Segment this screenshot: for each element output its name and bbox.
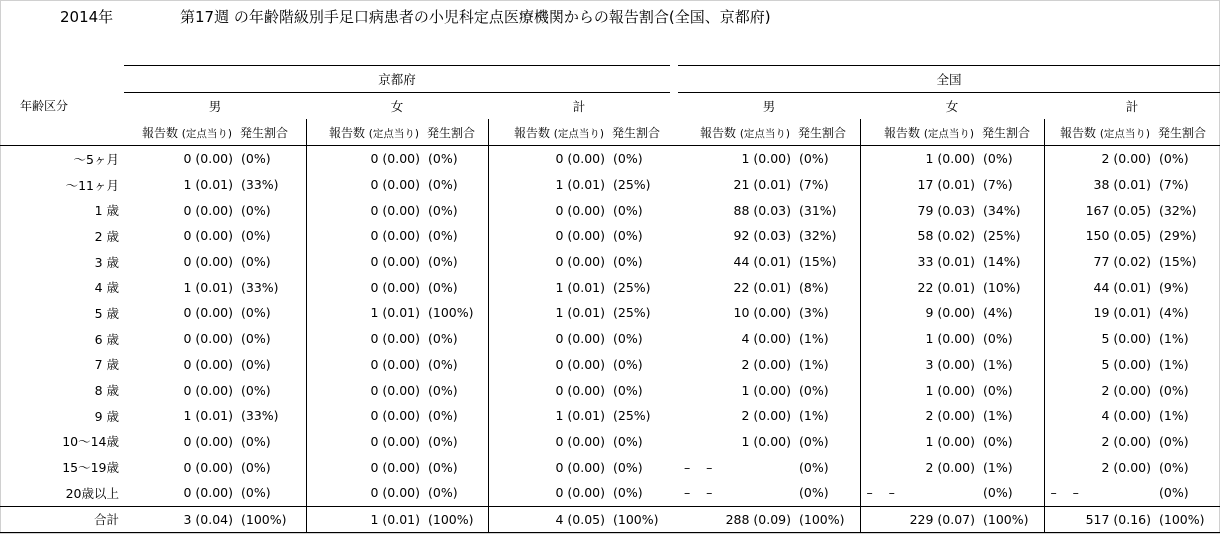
- age-label: 2 歳: [94, 228, 119, 244]
- count-cell: – –: [1044, 480, 1156, 506]
- rate-cell: (0%): [241, 305, 271, 321]
- sub-header-count-label: 報告数: [699, 125, 736, 140]
- rate-cell: (0%): [241, 228, 271, 244]
- rate-cell: (0%): [613, 459, 643, 475]
- rate-cell: (100%): [425, 506, 488, 533]
- count-cell: 0 (0.00): [183, 356, 233, 372]
- rate-cell: (25%): [613, 177, 651, 193]
- count-cell: 3 (0.00): [860, 352, 980, 378]
- count-cell: 1 (0.00): [741, 382, 792, 398]
- count-cell: 0 (0.00): [306, 352, 425, 378]
- sub-header-rate: 発生割合: [425, 119, 488, 146]
- sub-header-count-note: (定点当り): [553, 127, 604, 140]
- sub-header-count: [306, 119, 425, 146]
- age-label: 1 歳: [94, 203, 119, 219]
- count-cell: 0 (0.00): [183, 254, 233, 270]
- rate-cell: (0%): [983, 151, 1013, 167]
- count-cell: 1 (0.01): [183, 408, 233, 424]
- group-kyoto: 京都府: [124, 66, 670, 93]
- count-cell: 0 (0.00): [183, 305, 233, 321]
- table-row: [0, 454, 1220, 480]
- count-cell: 2 (0.00): [860, 454, 980, 480]
- count-cell: 0 (0.00): [488, 352, 610, 378]
- count-cell: 1 (0.00): [741, 151, 792, 167]
- sub-header-count: [1044, 119, 1156, 146]
- rate-cell: (100%): [796, 506, 860, 533]
- rate-cell: (0%): [428, 202, 458, 218]
- rate-cell: (15%): [799, 254, 837, 270]
- count-cell: 0 (0.00): [183, 151, 233, 167]
- rate-cell: (25%): [613, 279, 651, 295]
- table-row: [0, 197, 1220, 223]
- table-row: [0, 274, 1220, 300]
- count-cell: 0 (0.00): [488, 480, 610, 506]
- count-cell: 2 (0.00): [860, 403, 980, 429]
- count-cell: 1 (0.01): [306, 506, 425, 533]
- count-cell: 79 (0.03): [860, 197, 980, 223]
- count-cell: 19 (0.01): [1044, 300, 1156, 326]
- rate-cell: (100%): [980, 506, 1044, 533]
- age-label: 6 歳: [94, 331, 119, 347]
- rate-cell: (14%): [983, 254, 1021, 270]
- rate-cell: (0%): [241, 331, 271, 347]
- rate-cell: (0%): [799, 485, 829, 501]
- rate-cell: (32%): [799, 228, 837, 244]
- sub-header-count-note: (定点当り): [923, 127, 975, 140]
- sub-header-count: [860, 119, 980, 146]
- sub-header-rate: 発生割合: [796, 119, 860, 146]
- count-cell: 4 (0.05): [488, 506, 610, 533]
- count-cell: 0 (0.00): [306, 326, 425, 352]
- count-cell: 1 (0.01): [183, 177, 233, 193]
- rate-cell: (25%): [613, 408, 651, 424]
- age-label: 〜11ヶ月: [65, 177, 119, 193]
- count-cell: 1 (0.01): [488, 403, 610, 429]
- rate-cell: (0%): [799, 459, 829, 475]
- rate-cell: (0%): [428, 331, 458, 347]
- count-cell: 1 (0.01): [183, 279, 233, 295]
- count-cell: 0 (0.00): [488, 197, 610, 223]
- count-cell: 0 (0.00): [183, 433, 233, 449]
- age-label: 20歳以上: [65, 485, 119, 501]
- count-cell: 0 (0.00): [306, 429, 425, 455]
- rate-cell: (34%): [983, 202, 1021, 218]
- count-cell: 1 (0.00): [741, 433, 792, 449]
- table-row: [0, 146, 1220, 172]
- rate-cell: (0%): [241, 433, 271, 449]
- count-cell: 38 (0.01): [1044, 172, 1156, 198]
- table-row: [0, 377, 1220, 403]
- rate-cell: (7%): [799, 177, 829, 193]
- count-cell: 9 (0.00): [860, 300, 980, 326]
- rate-cell: (0%): [428, 382, 458, 398]
- table-row: [0, 352, 1220, 378]
- count-cell: 0 (0.00): [183, 459, 233, 475]
- rate-cell: (0%): [241, 485, 271, 501]
- sub-header-count-note: (定点当り): [368, 127, 419, 140]
- rate-cell: (29%): [1159, 228, 1197, 244]
- sub-header-count-label: 報告数: [141, 125, 178, 140]
- count-cell: 1 (0.01): [488, 300, 610, 326]
- rate-cell: (0%): [428, 356, 458, 372]
- table-row: [0, 300, 1220, 326]
- rate-cell: (33%): [241, 408, 279, 424]
- sub-header-count: [124, 119, 238, 146]
- count-cell: 1 (0.01): [488, 172, 610, 198]
- count-cell: 0 (0.00): [306, 403, 425, 429]
- count-cell: 2 (0.00): [741, 408, 792, 424]
- rate-cell: (0%): [428, 151, 458, 167]
- count-cell: 2 (0.00): [1044, 454, 1156, 480]
- rate-cell: (0%): [799, 433, 829, 449]
- count-cell: 1 (0.01): [306, 300, 425, 326]
- rate-cell: (0%): [983, 433, 1013, 449]
- rate-cell: (25%): [613, 305, 651, 321]
- rate-cell: (7%): [1159, 177, 1189, 193]
- rate-cell: (0%): [428, 254, 458, 270]
- rate-cell: (0%): [241, 382, 271, 398]
- rate-cell: (1%): [799, 356, 829, 372]
- rate-cell: (8%): [799, 279, 829, 295]
- count-cell: 2 (0.00): [741, 356, 792, 372]
- sub-header-count-label: 報告数: [328, 125, 365, 140]
- count-cell: 1 (0.01): [488, 274, 610, 300]
- rate-cell: (4%): [1159, 305, 1189, 321]
- count-cell: – –: [684, 485, 713, 501]
- count-cell: 33 (0.01): [860, 249, 980, 275]
- count-cell: 44 (0.01): [1044, 274, 1156, 300]
- count-cell: 1 (0.00): [860, 377, 980, 403]
- rate-cell: (7%): [983, 177, 1013, 193]
- count-cell: 0 (0.00): [306, 146, 425, 172]
- header-sex-row: [0, 93, 1220, 120]
- sub-header-count-label: 報告数: [883, 125, 920, 140]
- rate-cell: (0%): [241, 459, 271, 475]
- rate-cell: (0%): [241, 254, 271, 270]
- rate-cell: (0%): [1159, 382, 1189, 398]
- rate-cell: (32%): [1159, 202, 1197, 218]
- age-label: 8 歳: [94, 383, 119, 399]
- rate-cell: (15%): [1159, 254, 1197, 270]
- count-cell: 0 (0.00): [183, 485, 233, 501]
- rate-cell: (0%): [983, 485, 1013, 501]
- kyoto-total-header: 計: [488, 93, 670, 120]
- table-row: [0, 326, 1220, 352]
- count-cell: 92 (0.03): [733, 228, 792, 244]
- rate-cell: (100%): [610, 506, 670, 533]
- sub-header-count: [678, 119, 796, 146]
- count-cell: 0 (0.00): [306, 223, 425, 249]
- age-label: 15〜19歳: [62, 460, 119, 476]
- count-cell: 0 (0.00): [306, 172, 425, 198]
- count-cell: 1 (0.00): [860, 326, 980, 352]
- kyoto-male-header: 男: [124, 93, 306, 120]
- count-cell: 5 (0.00): [1044, 326, 1156, 352]
- count-cell: 2 (0.00): [1044, 146, 1156, 172]
- rate-cell: (0%): [799, 151, 829, 167]
- rate-cell: (0%): [613, 202, 643, 218]
- count-cell: 44 (0.01): [733, 254, 792, 270]
- count-cell: 77 (0.02): [1044, 249, 1156, 275]
- table-body: [0, 146, 1220, 533]
- rate-cell: (0%): [428, 228, 458, 244]
- rate-cell: (1%): [983, 408, 1013, 424]
- count-cell: – –: [684, 459, 713, 475]
- rate-cell: (9%): [1159, 279, 1189, 295]
- report-year: 2014年: [60, 8, 114, 26]
- national-total-header: 計: [1044, 93, 1220, 120]
- count-cell: 3 (0.04): [124, 506, 238, 533]
- count-cell: 88 (0.03): [733, 202, 792, 218]
- rate-cell: (1%): [1159, 356, 1189, 372]
- age-label: 5 歳: [94, 305, 119, 321]
- rate-cell: (33%): [241, 177, 279, 193]
- table-row: [0, 172, 1220, 198]
- age-distribution-table: [0, 65, 1220, 533]
- count-cell: 0 (0.00): [306, 274, 425, 300]
- count-cell: 0 (0.00): [306, 249, 425, 275]
- count-cell: 17 (0.01): [860, 172, 980, 198]
- rate-cell: (10%): [983, 279, 1021, 295]
- count-cell: 0 (0.00): [183, 202, 233, 218]
- rate-cell: (0%): [613, 433, 643, 449]
- count-cell: 22 (0.01): [860, 274, 980, 300]
- count-cell: 229 (0.07): [860, 506, 980, 533]
- count-cell: 288 (0.09): [678, 506, 796, 533]
- count-cell: 0 (0.00): [488, 429, 610, 455]
- count-cell: 0 (0.00): [488, 146, 610, 172]
- rate-cell: (0%): [428, 485, 458, 501]
- rate-cell: (0%): [613, 485, 643, 501]
- sub-header-count: [488, 119, 610, 146]
- rate-cell: (0%): [799, 382, 829, 398]
- table-row: [0, 429, 1220, 455]
- header-sub-row: [0, 119, 1220, 146]
- rate-cell: (100%): [238, 506, 306, 533]
- rate-cell: (3%): [799, 305, 829, 321]
- count-cell: 0 (0.00): [488, 326, 610, 352]
- count-cell: 58 (0.02): [860, 223, 980, 249]
- rate-cell: (100%): [1156, 506, 1220, 533]
- sub-header-count-note: (定点当り): [1099, 127, 1151, 140]
- rate-cell: (0%): [613, 254, 643, 270]
- rate-cell: (1%): [799, 408, 829, 424]
- sub-header-count-label: 報告数: [1059, 125, 1096, 140]
- header-group-row: [0, 66, 1220, 93]
- count-cell: 0 (0.00): [306, 197, 425, 223]
- rate-cell: (1%): [983, 356, 1013, 372]
- rate-cell: (0%): [613, 151, 643, 167]
- count-cell: 1 (0.00): [860, 429, 980, 455]
- rate-cell: (0%): [613, 356, 643, 372]
- rate-cell: (1%): [1159, 408, 1189, 424]
- count-cell: 0 (0.00): [488, 249, 610, 275]
- count-cell: 0 (0.00): [306, 480, 425, 506]
- rate-cell: (0%): [983, 331, 1013, 347]
- sub-header-count-note: (定点当り): [181, 127, 232, 140]
- rate-cell: (0%): [428, 459, 458, 475]
- table-row: [0, 480, 1220, 506]
- table-row: [0, 403, 1220, 429]
- sub-header-count-label: 報告数: [513, 125, 550, 140]
- count-cell: 1 (0.00): [860, 146, 980, 172]
- rate-cell: (31%): [799, 202, 837, 218]
- rate-cell: (0%): [428, 177, 458, 193]
- rate-cell: (4%): [983, 305, 1013, 321]
- count-cell: 0 (0.00): [183, 382, 233, 398]
- rate-cell: (1%): [983, 459, 1013, 475]
- count-cell: 21 (0.01): [733, 177, 792, 193]
- rate-cell: (1%): [799, 331, 829, 347]
- age-label: 3 歳: [94, 254, 119, 270]
- count-cell: 0 (0.00): [183, 228, 233, 244]
- count-cell: 0 (0.00): [183, 331, 233, 347]
- national-male-header: 男: [678, 93, 860, 120]
- age-label: 7 歳: [94, 357, 119, 373]
- national-female-header: 女: [860, 93, 1044, 120]
- kyoto-female-header: 女: [306, 93, 488, 120]
- rate-cell: (0%): [428, 279, 458, 295]
- age-label: 〜5ヶ月: [73, 151, 119, 167]
- rate-cell: (1%): [1159, 331, 1189, 347]
- rate-cell: (0%): [613, 382, 643, 398]
- table-row: [0, 223, 1220, 249]
- age-label: 4 歳: [94, 280, 119, 296]
- age-label: 合計: [0, 506, 124, 533]
- count-cell: 22 (0.01): [733, 279, 792, 295]
- age-column-header: 年齢区分: [20, 99, 69, 114]
- count-cell: 5 (0.00): [1044, 352, 1156, 378]
- rate-cell: (0%): [428, 408, 458, 424]
- count-cell: 10 (0.00): [733, 305, 792, 321]
- count-cell: – –: [860, 480, 980, 506]
- count-cell: 0 (0.00): [306, 377, 425, 403]
- count-cell: 0 (0.00): [488, 454, 610, 480]
- rate-cell: (100%): [428, 305, 474, 321]
- rate-cell: (0%): [1159, 459, 1189, 475]
- sub-header-rate: 発生割合: [238, 119, 306, 146]
- rate-cell: (0%): [428, 433, 458, 449]
- count-cell: 2 (0.00): [1044, 377, 1156, 403]
- rate-cell: (0%): [241, 202, 271, 218]
- total-row: [0, 506, 1220, 533]
- rate-cell: (25%): [983, 228, 1021, 244]
- group-national: 全国: [678, 66, 1220, 93]
- age-label: 10〜14歳: [62, 434, 119, 450]
- sub-header-rate: 発生割合: [980, 119, 1044, 146]
- count-cell: 0 (0.00): [488, 223, 610, 249]
- rate-cell: (33%): [241, 279, 279, 295]
- count-cell: 4 (0.00): [1044, 403, 1156, 429]
- count-cell: 0 (0.00): [488, 377, 610, 403]
- rate-cell: (0%): [241, 151, 271, 167]
- rate-cell: (0%): [1159, 151, 1189, 167]
- sub-header-count-note: (定点当り): [739, 127, 791, 140]
- count-cell: 517 (0.16): [1044, 506, 1156, 533]
- rate-cell: (0%): [613, 228, 643, 244]
- rate-cell: (0%): [241, 356, 271, 372]
- sub-header-rate: 発生割合: [610, 119, 670, 146]
- rate-cell: (0%): [983, 382, 1013, 398]
- count-cell: 4 (0.00): [741, 331, 792, 347]
- sub-header-rate: 発生割合: [1156, 119, 1220, 146]
- count-cell: 2 (0.00): [1044, 429, 1156, 455]
- count-cell: 167 (0.05): [1044, 197, 1156, 223]
- table-row: [0, 249, 1220, 275]
- rate-cell: (0%): [1159, 485, 1189, 501]
- report-title: 第17週 の年齢階級別手足口病患者の小児科定点医療機関からの報告割合(全国、京都府): [180, 8, 771, 26]
- rate-cell: (0%): [1159, 433, 1189, 449]
- count-cell: 0 (0.00): [306, 454, 425, 480]
- age-label: 9 歳: [94, 408, 119, 424]
- count-cell: 150 (0.05): [1044, 223, 1156, 249]
- rate-cell: (0%): [613, 331, 643, 347]
